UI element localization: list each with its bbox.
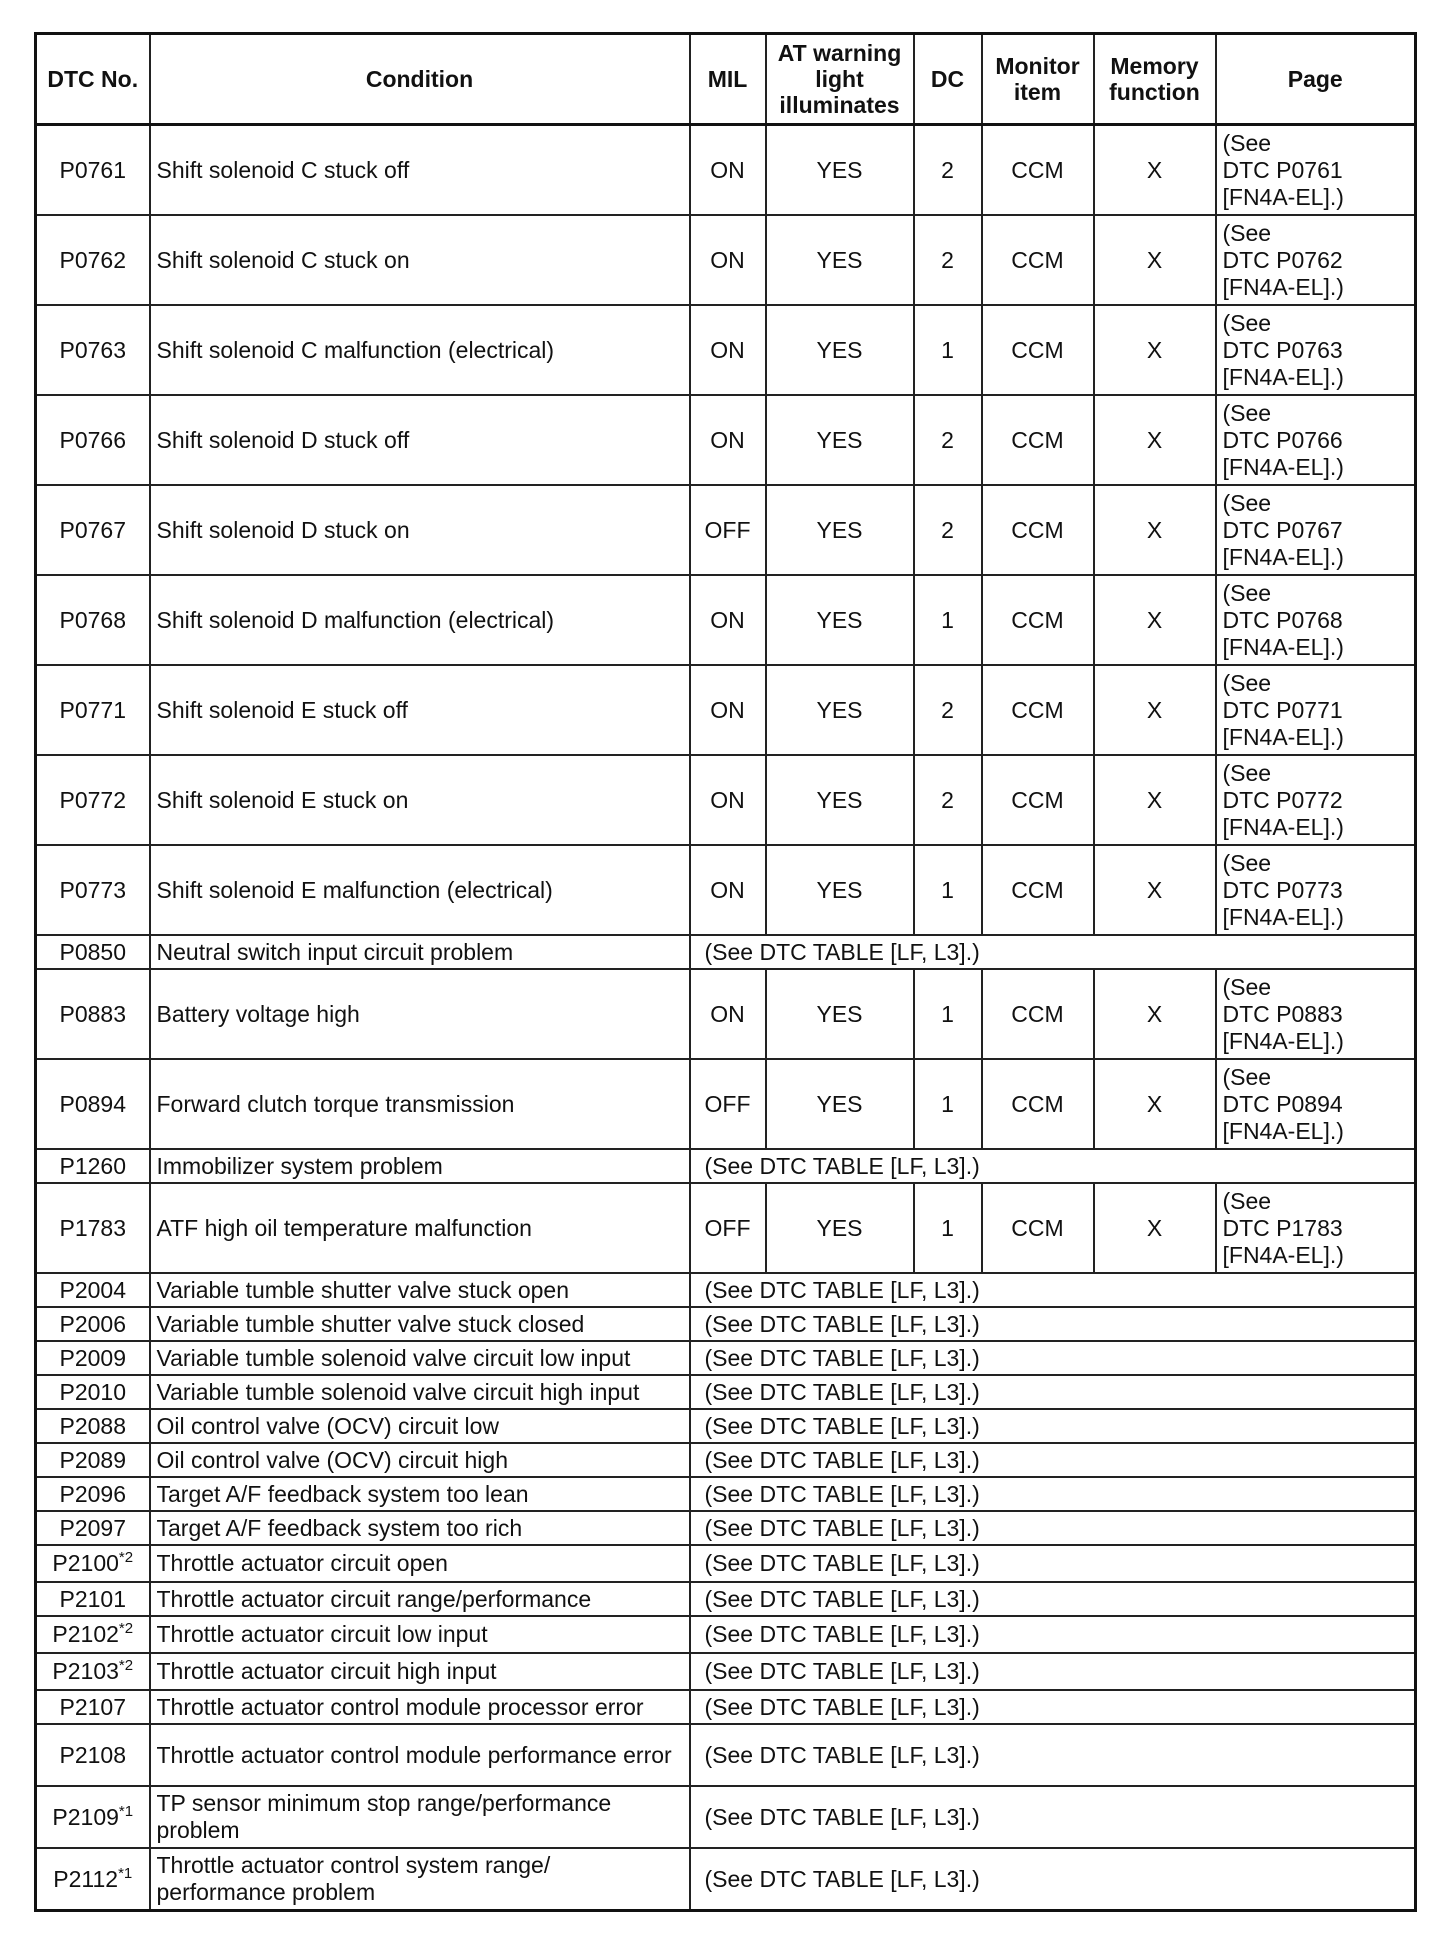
page-ref-line: (See: [1222, 1063, 1272, 1090]
dtc-table-reference: (See DTC TABLE [LF, L3].): [690, 1690, 1416, 1724]
dc-cell: 2: [914, 755, 982, 845]
memory-cell: X: [1094, 845, 1216, 935]
condition-cell: TP sensor minimum stop range/performance problem: [150, 1786, 690, 1848]
dtc-table-reference: (See DTC TABLE [LF, L3].): [690, 1409, 1416, 1443]
mil-cell: ON: [690, 125, 766, 216]
dtc-code-text: P0773: [59, 876, 126, 903]
table-row: [36, 1545, 1416, 1582]
monitor-cell: CCM: [982, 1183, 1094, 1273]
dtc-table-reference: (See DTC TABLE [LF, L3].): [690, 1149, 1416, 1183]
page-ref-line: [FN4A-EL].): [1222, 633, 1344, 660]
dtc-code-text: P2102: [52, 1621, 119, 1647]
dtc-code-text: P2103: [52, 1658, 119, 1684]
at-warning-cell: YES: [766, 1183, 914, 1273]
dtc-table-reference: (See DTC TABLE [LF, L3].): [690, 1477, 1416, 1511]
dtc-table-reference: (See DTC TABLE [LF, L3].): [690, 1443, 1416, 1477]
memory-cell: X: [1094, 969, 1216, 1059]
condition-cell: Oil control valve (OCV) circuit low: [150, 1409, 690, 1443]
page-cell: [1216, 665, 1416, 755]
page-ref-line: DTC P0767: [1222, 516, 1343, 543]
dtc-table-reference: (See DTC TABLE [LF, L3].): [690, 1375, 1416, 1409]
memory-cell: X: [1094, 395, 1216, 485]
mil-cell: ON: [690, 575, 766, 665]
table-row: [36, 1616, 1416, 1653]
mil-cell: ON: [690, 665, 766, 755]
page-cell: [1216, 755, 1416, 845]
mil-cell: OFF: [690, 485, 766, 575]
dtc-code-text: P2088: [59, 1412, 126, 1439]
mil-cell: ON: [690, 215, 766, 305]
page-cell: [1216, 1183, 1416, 1273]
dtc-code-text: P0767: [59, 516, 126, 543]
header-memory: Memory function: [1094, 34, 1216, 125]
table-row: [36, 1690, 1416, 1724]
mil-cell: ON: [690, 755, 766, 845]
page-ref-line: DTC P0772: [1222, 786, 1343, 813]
dtc-code: [36, 1582, 150, 1616]
dtc-code-text: P0772: [59, 786, 126, 813]
header-monitor: Monitor item: [982, 34, 1094, 125]
table-row: [36, 1183, 1416, 1273]
condition-cell: Shift solenoid C stuck on: [150, 215, 690, 305]
condition-cell: Throttle actuator circuit open: [150, 1545, 690, 1582]
page-ref-line: DTC P0894: [1222, 1090, 1343, 1117]
at-warning-cell: YES: [766, 575, 914, 665]
condition-cell: Shift solenoid D malfunction (electrical): [150, 575, 690, 665]
page-cell: [1216, 1059, 1416, 1149]
table-row: [36, 305, 1416, 395]
dtc-code: [36, 1724, 150, 1786]
dtc-code: [36, 1341, 150, 1375]
page-cell: [1216, 845, 1416, 935]
table-row: [36, 1341, 1416, 1375]
dtc-table-reference: (See DTC TABLE [LF, L3].): [690, 1653, 1416, 1690]
memory-cell: X: [1094, 215, 1216, 305]
page-cell: [1216, 969, 1416, 1059]
page-ref-line: (See: [1222, 129, 1272, 156]
dtc-table-reference: (See DTC TABLE [LF, L3].): [690, 1545, 1416, 1582]
footnote-mark: *2: [118, 1620, 134, 1637]
condition-cell: Variable tumble shutter valve stuck closed: [150, 1307, 690, 1341]
header-at-warning: AT warning light illuminates: [766, 34, 914, 125]
dtc-code-text: P2097: [59, 1514, 126, 1541]
dtc-code: [36, 575, 150, 665]
dc-cell: 2: [914, 665, 982, 755]
dtc-code: [36, 215, 150, 305]
dtc-code: [36, 1545, 150, 1582]
dtc-code: [36, 845, 150, 935]
table-row: [36, 1582, 1416, 1616]
dtc-code: [36, 1409, 150, 1443]
dtc-code: [36, 1653, 150, 1690]
condition-cell: Shift solenoid C stuck off: [150, 125, 690, 216]
condition-cell: Shift solenoid E stuck on: [150, 755, 690, 845]
dtc-code: [36, 1443, 150, 1477]
page-ref-line: [FN4A-EL].): [1222, 1117, 1344, 1144]
dtc-table-reference: (See DTC TABLE [LF, L3].): [690, 1724, 1416, 1786]
page-ref-line: DTC P1783: [1222, 1214, 1343, 1241]
dtc-table-reference: (See DTC TABLE [LF, L3].): [690, 1786, 1416, 1848]
dtc-code: [36, 1848, 150, 1911]
page-ref-line: [FN4A-EL].): [1222, 363, 1344, 390]
dc-cell: 1: [914, 1059, 982, 1149]
dtc-table-reference: (See DTC TABLE [LF, L3].): [690, 1273, 1416, 1307]
table-row: [36, 1409, 1416, 1443]
page-ref-line: [FN4A-EL].): [1222, 543, 1344, 570]
page-ref-line: (See: [1222, 309, 1272, 336]
dc-cell: 2: [914, 125, 982, 216]
page-ref-line: DTC P0883: [1222, 1000, 1343, 1027]
table-header: [36, 34, 1416, 125]
monitor-cell: CCM: [982, 1059, 1094, 1149]
page-cell: [1216, 125, 1416, 216]
page-cell: [1216, 305, 1416, 395]
table-row: [36, 845, 1416, 935]
dtc-code: [36, 935, 150, 969]
monitor-cell: CCM: [982, 305, 1094, 395]
footnote-mark: *1: [118, 1864, 133, 1882]
memory-cell: X: [1094, 1183, 1216, 1273]
memory-cell: X: [1094, 1059, 1216, 1149]
table-row: [36, 1443, 1416, 1477]
table-row: [36, 1653, 1416, 1690]
dc-cell: 1: [914, 305, 982, 395]
memory-cell: X: [1094, 125, 1216, 216]
page-ref-line: (See: [1222, 849, 1272, 876]
memory-cell: X: [1094, 485, 1216, 575]
at-warning-cell: YES: [766, 395, 914, 485]
page-ref-line: (See: [1222, 579, 1272, 606]
dc-cell: 2: [914, 395, 982, 485]
condition-cell: Shift solenoid D stuck off: [150, 395, 690, 485]
at-warning-cell: YES: [766, 215, 914, 305]
dtc-code-text: P0894: [59, 1090, 126, 1117]
condition-cell: ATF high oil temperature malfunction: [150, 1183, 690, 1273]
dtc-code-text: P2108: [59, 1741, 126, 1768]
page-ref-line: DTC P0761: [1222, 156, 1343, 183]
dc-cell: 1: [914, 1183, 982, 1273]
dtc-code: [36, 1273, 150, 1307]
dtc-table-reference: (See DTC TABLE [LF, L3].): [690, 1307, 1416, 1341]
table-row: [36, 1786, 1416, 1848]
page-ref-line: (See: [1222, 219, 1272, 246]
mil-cell: OFF: [690, 1183, 766, 1273]
dtc-code: [36, 1307, 150, 1341]
at-warning-cell: YES: [766, 969, 914, 1059]
page-cell: [1216, 395, 1416, 485]
table-row: [36, 575, 1416, 665]
header-page: Page: [1216, 34, 1416, 125]
header-dtc: DTC No.: [36, 34, 150, 125]
table-row: [36, 1477, 1416, 1511]
condition-cell: Neutral switch input circuit problem: [150, 935, 690, 969]
dtc-code-text: P0761: [59, 156, 126, 183]
condition-cell: Immobilizer system problem: [150, 1149, 690, 1183]
dtc-code-text: P2109: [52, 1803, 119, 1830]
dc-cell: 1: [914, 969, 982, 1059]
page-ref-line: DTC P0762: [1222, 246, 1343, 273]
table-row: [36, 1375, 1416, 1409]
dtc-table-reference: (See DTC TABLE [LF, L3].): [690, 1582, 1416, 1616]
page-ref-line: DTC P0766: [1222, 426, 1343, 453]
mil-cell: ON: [690, 845, 766, 935]
condition-cell: Variable tumble solenoid valve circuit high input: [150, 1375, 690, 1409]
dtc-table-reference: (See DTC TABLE [LF, L3].): [690, 1848, 1416, 1911]
dtc-table-reference: (See DTC TABLE [LF, L3].): [690, 1616, 1416, 1653]
table-row: [36, 665, 1416, 755]
dtc-code: [36, 1690, 150, 1724]
dc-cell: 2: [914, 215, 982, 305]
condition-cell: Target A/F feedback system too rich: [150, 1511, 690, 1545]
dtc-code-text: P2112: [53, 1865, 119, 1892]
page-ref-line: [FN4A-EL].): [1222, 723, 1344, 750]
page-cell: [1216, 215, 1416, 305]
dtc-code: [36, 395, 150, 485]
memory-cell: X: [1094, 665, 1216, 755]
page-ref-line: (See: [1222, 489, 1272, 516]
page-ref-line: [FN4A-EL].): [1222, 1027, 1344, 1054]
mil-cell: OFF: [690, 1059, 766, 1149]
at-warning-cell: YES: [766, 125, 914, 216]
mil-cell: ON: [690, 395, 766, 485]
condition-cell: Throttle actuator circuit low input: [150, 1616, 690, 1653]
mil-cell: ON: [690, 969, 766, 1059]
at-warning-cell: YES: [766, 305, 914, 395]
dtc-code-text: P0771: [59, 696, 126, 723]
page-ref-line: DTC P0773: [1222, 876, 1343, 903]
dtc-code: [36, 1375, 150, 1409]
monitor-cell: CCM: [982, 395, 1094, 485]
dtc-code-text: P2107: [59, 1693, 126, 1720]
dtc-code: [36, 1786, 150, 1848]
page-cell: [1216, 575, 1416, 665]
condition-cell: Throttle actuator control module processor error: [150, 1690, 690, 1724]
table-row: [36, 1059, 1416, 1149]
page-ref-line: DTC P0763: [1222, 336, 1343, 363]
table-row: [36, 1511, 1416, 1545]
dtc-code: [36, 665, 150, 755]
monitor-cell: CCM: [982, 215, 1094, 305]
dtc-code: [36, 1059, 150, 1149]
dtc-table: [34, 32, 1417, 1912]
dtc-code-text: P2089: [59, 1446, 126, 1473]
dtc-code-text: P0762: [59, 246, 126, 273]
monitor-cell: CCM: [982, 575, 1094, 665]
dtc-code: [36, 755, 150, 845]
monitor-cell: CCM: [982, 755, 1094, 845]
at-warning-cell: YES: [766, 485, 914, 575]
dtc-code-text: P2096: [59, 1480, 126, 1507]
dtc-code-text: P2010: [59, 1378, 126, 1405]
dtc-code-text: P1260: [59, 1152, 126, 1179]
dtc-code: [36, 1511, 150, 1545]
dtc-code: [36, 305, 150, 395]
dtc-code: [36, 485, 150, 575]
dc-cell: 1: [914, 845, 982, 935]
condition-cell: Target A/F feedback system too lean: [150, 1477, 690, 1511]
dtc-table-reference: (See DTC TABLE [LF, L3].): [690, 1511, 1416, 1545]
condition-cell: Throttle actuator circuit range/performance: [150, 1582, 690, 1616]
dtc-code-text: P2009: [59, 1344, 126, 1371]
page-ref-line: (See: [1222, 973, 1272, 1000]
footnote-mark: *2: [118, 1657, 134, 1674]
monitor-cell: CCM: [982, 665, 1094, 755]
dtc-code-text: P0768: [59, 606, 126, 633]
monitor-cell: CCM: [982, 969, 1094, 1059]
page-ref-line: [FN4A-EL].): [1222, 453, 1344, 480]
dtc-code-text: P2006: [59, 1310, 126, 1337]
dc-cell: 1: [914, 575, 982, 665]
memory-cell: X: [1094, 755, 1216, 845]
condition-cell: Shift solenoid D stuck on: [150, 485, 690, 575]
table-row: [36, 125, 1416, 216]
at-warning-cell: YES: [766, 1059, 914, 1149]
dtc-code-text: P0850: [59, 938, 126, 965]
at-warning-cell: YES: [766, 845, 914, 935]
condition-cell: Shift solenoid E stuck off: [150, 665, 690, 755]
table-row: [36, 1149, 1416, 1183]
page-ref-line: DTC P0768: [1222, 606, 1343, 633]
dtc-code-text: P0883: [59, 1000, 126, 1027]
dc-cell: 2: [914, 485, 982, 575]
table-row: [36, 1848, 1416, 1911]
page-ref-line: (See: [1222, 1187, 1272, 1214]
dtc-code-text: P0763: [59, 336, 126, 363]
dtc-code-text: P2004: [59, 1276, 126, 1303]
page-cell: [1216, 485, 1416, 575]
dtc-table-sheet: [34, 32, 1414, 1912]
at-warning-cell: YES: [766, 665, 914, 755]
table-row: [36, 755, 1416, 845]
at-warning-cell: YES: [766, 755, 914, 845]
footnote-mark: *1: [118, 1802, 134, 1820]
table-row: [36, 485, 1416, 575]
dtc-code: [36, 1149, 150, 1183]
table-row: [36, 215, 1416, 305]
page-ref-line: [FN4A-EL].): [1222, 813, 1344, 840]
dtc-code: [36, 1477, 150, 1511]
condition-cell: Throttle actuator control system range/ performance problem: [150, 1848, 690, 1911]
page-ref-line: (See: [1222, 669, 1272, 696]
page-ref-line: [FN4A-EL].): [1222, 273, 1344, 300]
condition-cell: Forward clutch torque transmission: [150, 1059, 690, 1149]
table-row: [36, 1307, 1416, 1341]
dtc-table-reference: (See DTC TABLE [LF, L3].): [690, 1341, 1416, 1375]
page-ref-line: (See: [1222, 759, 1272, 786]
page-ref-line: (See: [1222, 399, 1272, 426]
memory-cell: X: [1094, 575, 1216, 665]
table-row: [36, 969, 1416, 1059]
page-ref-line: [FN4A-EL].): [1222, 1241, 1344, 1268]
header-condition: Condition: [150, 34, 690, 125]
table-row: [36, 935, 1416, 969]
dtc-code-text: P2101: [59, 1585, 126, 1612]
footnote-mark: *2: [118, 1549, 134, 1566]
dtc-code: [36, 1183, 150, 1273]
table-body: [36, 125, 1416, 1911]
dtc-table-reference: (See DTC TABLE [LF, L3].): [690, 935, 1416, 969]
table-row: [36, 395, 1416, 485]
page-ref-line: [FN4A-EL].): [1222, 183, 1344, 210]
header-dc: DC: [914, 34, 982, 125]
mil-cell: ON: [690, 305, 766, 395]
table-row: [36, 1724, 1416, 1786]
dtc-code: [36, 969, 150, 1059]
condition-cell: Variable tumble shutter valve stuck open: [150, 1273, 690, 1307]
header-mil: MIL: [690, 34, 766, 125]
page-ref-line: DTC P0771: [1222, 696, 1343, 723]
monitor-cell: CCM: [982, 485, 1094, 575]
condition-cell: Variable tumble solenoid valve circuit low input: [150, 1341, 690, 1375]
condition-cell: Shift solenoid E malfunction (electrical): [150, 845, 690, 935]
dtc-code-text: P1783: [59, 1214, 126, 1241]
monitor-cell: CCM: [982, 845, 1094, 935]
table-row: [36, 1273, 1416, 1307]
condition-cell: Battery voltage high: [150, 969, 690, 1059]
dtc-code: [36, 125, 150, 216]
condition-cell: Shift solenoid C malfunction (electrical): [150, 305, 690, 395]
dtc-code: [36, 1616, 150, 1653]
dtc-code-text: P2100: [52, 1550, 119, 1576]
condition-cell: Oil control valve (OCV) circuit high: [150, 1443, 690, 1477]
dtc-code-text: P0766: [59, 426, 126, 453]
page-ref-line: [FN4A-EL].): [1222, 903, 1344, 930]
condition-cell: Throttle actuator control module performance error: [150, 1724, 690, 1786]
condition-cell: Throttle actuator circuit high input: [150, 1653, 690, 1690]
monitor-cell: CCM: [982, 125, 1094, 216]
memory-cell: X: [1094, 305, 1216, 395]
